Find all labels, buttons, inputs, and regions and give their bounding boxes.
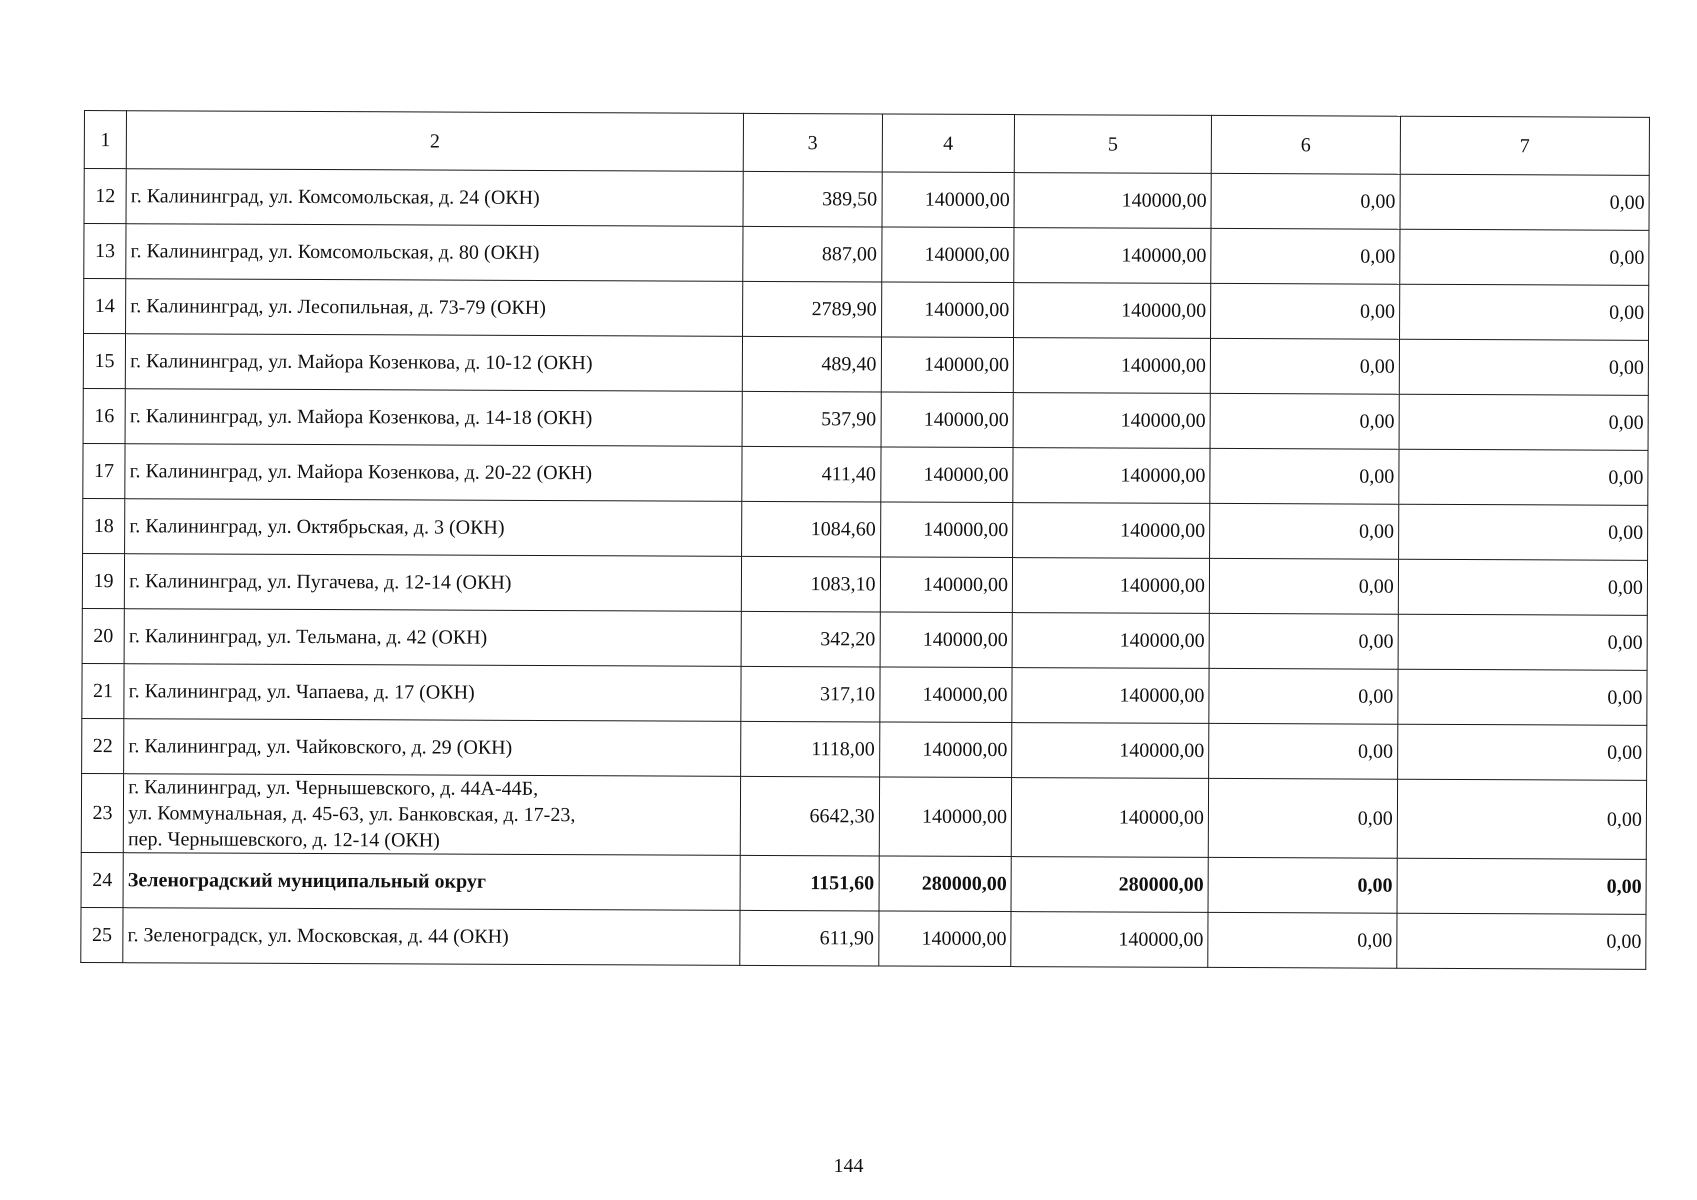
column-header: 3 bbox=[743, 113, 882, 172]
row-number: 15 bbox=[83, 334, 125, 389]
column-header: 5 bbox=[1014, 115, 1211, 174]
value-cell-3: 1084,60 bbox=[741, 501, 880, 557]
value-cell-6: 0,00 bbox=[1208, 778, 1397, 858]
value-cell-5: 140000,00 bbox=[1013, 448, 1210, 504]
table-row bbox=[84, 279, 1649, 341]
value-cell-5: 140000,00 bbox=[1011, 778, 1208, 858]
value-cell-6: 0,00 bbox=[1210, 503, 1399, 559]
address-line: пер. Чернышевского, д. 12-14 (ОКН) bbox=[127, 828, 440, 852]
address-cell: г. Калининград, ул. Пугачева, д. 12-14 (ОКН) bbox=[125, 554, 742, 612]
header-row bbox=[84, 111, 1649, 176]
district-name: Зеленоградский муниципальный округ bbox=[123, 853, 740, 911]
address-cell: г. Калининград, ул. Чапаева, д. 17 (ОКН) bbox=[124, 664, 741, 722]
value-cell-4: 140000,00 bbox=[881, 227, 1014, 283]
value-cell-5: 140000,00 bbox=[1012, 613, 1209, 669]
value-cell-5: 140000,00 bbox=[1011, 912, 1208, 968]
row-number: 20 bbox=[82, 608, 124, 663]
value-cell-5: 140000,00 bbox=[1012, 558, 1209, 614]
value-cell-4: 140000,00 bbox=[879, 777, 1012, 857]
row-number: 23 bbox=[81, 773, 124, 852]
row-number: 24 bbox=[81, 852, 123, 907]
value-cell-4: 140000,00 bbox=[881, 282, 1014, 338]
table-row bbox=[83, 443, 1648, 505]
value-cell-4: 140000,00 bbox=[880, 557, 1013, 613]
address-cell: г. Калининград, ул. Октябрьская, д. 3 (ОКН) bbox=[125, 499, 742, 557]
value-cell-3: 389,50 bbox=[743, 171, 882, 227]
row-number: 25 bbox=[81, 907, 123, 962]
value-cell-3: 6642,30 bbox=[740, 776, 879, 856]
value-cell-5: 140000,00 bbox=[1012, 723, 1209, 779]
column-header: 1 bbox=[84, 111, 126, 169]
address-cell: г. Калининград, ул. Майора Козенкова, д. 10-12 (ОКН) bbox=[125, 334, 742, 392]
value-cell-3: 1151,60 bbox=[740, 855, 879, 911]
value-cell-7: 0,00 bbox=[1399, 449, 1648, 505]
value-cell-3: 537,90 bbox=[742, 391, 881, 447]
value-cell-6: 0,00 bbox=[1208, 912, 1397, 968]
table-row bbox=[82, 553, 1647, 615]
table-row bbox=[82, 663, 1647, 725]
table-row bbox=[81, 907, 1646, 969]
value-cell-3: 1118,00 bbox=[741, 721, 880, 777]
value-cell-3: 887,00 bbox=[743, 226, 882, 282]
value-cell-4: 280000,00 bbox=[879, 856, 1012, 912]
table-row bbox=[82, 718, 1647, 780]
row-number: 22 bbox=[82, 718, 124, 773]
value-cell-7: 0,00 bbox=[1399, 284, 1648, 340]
value-cell-4: 140000,00 bbox=[881, 392, 1014, 448]
value-cell-7: 0,00 bbox=[1397, 779, 1646, 859]
value-cell-7: 0,00 bbox=[1400, 174, 1649, 230]
row-number: 12 bbox=[84, 169, 126, 224]
column-header: 7 bbox=[1400, 116, 1649, 175]
value-cell-4: 140000,00 bbox=[880, 612, 1013, 668]
value-cell-6: 0,00 bbox=[1209, 613, 1398, 669]
address-cell: г. Зеленоградск, ул. Московская, д. 44 (ОКН) bbox=[123, 908, 740, 966]
value-cell-3: 342,20 bbox=[741, 611, 880, 667]
row-number: 21 bbox=[82, 663, 124, 718]
value-cell-7: 0,00 bbox=[1397, 724, 1646, 780]
address-cell: г. Калининград, ул. Майора Козенкова, д. 14-18 (ОКН) bbox=[125, 389, 742, 447]
value-cell-3: 317,10 bbox=[741, 666, 880, 722]
address-cell: г. Калининград, ул. Чайковского, д. 29 (ОКН) bbox=[124, 719, 741, 777]
subtotal-row bbox=[81, 852, 1646, 914]
value-cell-5: 140000,00 bbox=[1013, 393, 1210, 449]
value-cell-5: 140000,00 bbox=[1013, 338, 1210, 394]
value-cell-4: 140000,00 bbox=[881, 337, 1014, 393]
value-cell-5: 140000,00 bbox=[1014, 283, 1211, 339]
page-number: 144 bbox=[833, 1155, 864, 1177]
row-number: 17 bbox=[83, 443, 125, 498]
value-cell-3: 611,90 bbox=[740, 910, 879, 966]
address-cell bbox=[123, 774, 740, 856]
value-cell-6: 0,00 bbox=[1209, 668, 1398, 724]
value-cell-5: 140000,00 bbox=[1012, 668, 1209, 724]
address-line: ул. Коммунальная, д. 45-63, ул. Банковская, д. 17-23, bbox=[128, 802, 576, 827]
value-cell-4: 140000,00 bbox=[882, 172, 1015, 228]
value-cell-6: 0,00 bbox=[1208, 857, 1397, 913]
column-header: 4 bbox=[882, 114, 1015, 173]
value-cell-7: 0,00 bbox=[1399, 339, 1648, 395]
address-cell: г. Калининград, ул. Комсомольская, д. 80 (ОКН) bbox=[126, 224, 743, 282]
table-row bbox=[83, 498, 1648, 560]
address-line: г. Калининград, ул. Чернышевского, д. 44А-44Б, bbox=[128, 776, 539, 800]
value-cell-7: 0,00 bbox=[1397, 913, 1646, 969]
value-cell-3: 1083,10 bbox=[741, 556, 880, 612]
value-cell-5: 140000,00 bbox=[1014, 173, 1211, 229]
value-cell-7: 0,00 bbox=[1398, 504, 1647, 560]
value-cell-7: 0,00 bbox=[1400, 229, 1649, 285]
value-cell-3: 489,40 bbox=[742, 336, 881, 392]
value-cell-6: 0,00 bbox=[1209, 723, 1398, 779]
value-cell-5: 280000,00 bbox=[1011, 857, 1208, 913]
value-cell-6: 0,00 bbox=[1211, 173, 1400, 229]
value-cell-7: 0,00 bbox=[1398, 559, 1647, 615]
value-cell-5: 140000,00 bbox=[1014, 228, 1211, 284]
address-cell: г. Калининград, ул. Тельмана, д. 42 (ОКН) bbox=[124, 609, 741, 667]
value-cell-4: 140000,00 bbox=[878, 911, 1011, 967]
value-cell-3: 411,40 bbox=[742, 446, 881, 502]
row-number: 13 bbox=[84, 224, 126, 279]
row-number: 19 bbox=[82, 553, 124, 608]
value-cell-7: 0,00 bbox=[1397, 858, 1646, 914]
table-row bbox=[81, 773, 1646, 859]
value-cell-6: 0,00 bbox=[1210, 448, 1399, 504]
value-cell-6: 0,00 bbox=[1210, 393, 1399, 449]
table-row bbox=[83, 334, 1648, 396]
value-cell-4: 140000,00 bbox=[880, 447, 1013, 503]
data-table bbox=[80, 110, 1650, 970]
value-cell-4: 140000,00 bbox=[879, 667, 1012, 723]
table-row bbox=[83, 388, 1648, 450]
value-cell-7: 0,00 bbox=[1399, 394, 1648, 450]
table-row bbox=[84, 224, 1649, 286]
row-number: 14 bbox=[84, 279, 126, 334]
address-cell: г. Калининград, ул. Лесопильная, д. 73-79 (ОКН) bbox=[126, 279, 743, 337]
table-row bbox=[84, 169, 1649, 231]
value-cell-3: 2789,90 bbox=[742, 281, 881, 337]
value-cell-5: 140000,00 bbox=[1013, 503, 1210, 559]
value-cell-6: 0,00 bbox=[1211, 228, 1400, 284]
value-cell-6: 0,00 bbox=[1210, 338, 1399, 394]
value-cell-4: 140000,00 bbox=[879, 722, 1012, 778]
row-number: 18 bbox=[83, 498, 125, 553]
value-cell-7: 0,00 bbox=[1398, 614, 1647, 670]
value-cell-7: 0,00 bbox=[1398, 669, 1647, 725]
value-cell-6: 0,00 bbox=[1209, 558, 1398, 614]
address-cell: г. Калининград, ул. Комсомольская, д. 24 (ОКН) bbox=[126, 169, 743, 227]
table-row bbox=[82, 608, 1647, 670]
row-number: 16 bbox=[83, 388, 125, 443]
value-cell-4: 140000,00 bbox=[880, 502, 1013, 558]
value-cell-6: 0,00 bbox=[1211, 283, 1400, 339]
column-header: 6 bbox=[1211, 115, 1400, 174]
address-cell: г. Калининград, ул. Майора Козенкова, д. 20-22 (ОКН) bbox=[125, 444, 742, 502]
column-header: 2 bbox=[126, 111, 743, 172]
